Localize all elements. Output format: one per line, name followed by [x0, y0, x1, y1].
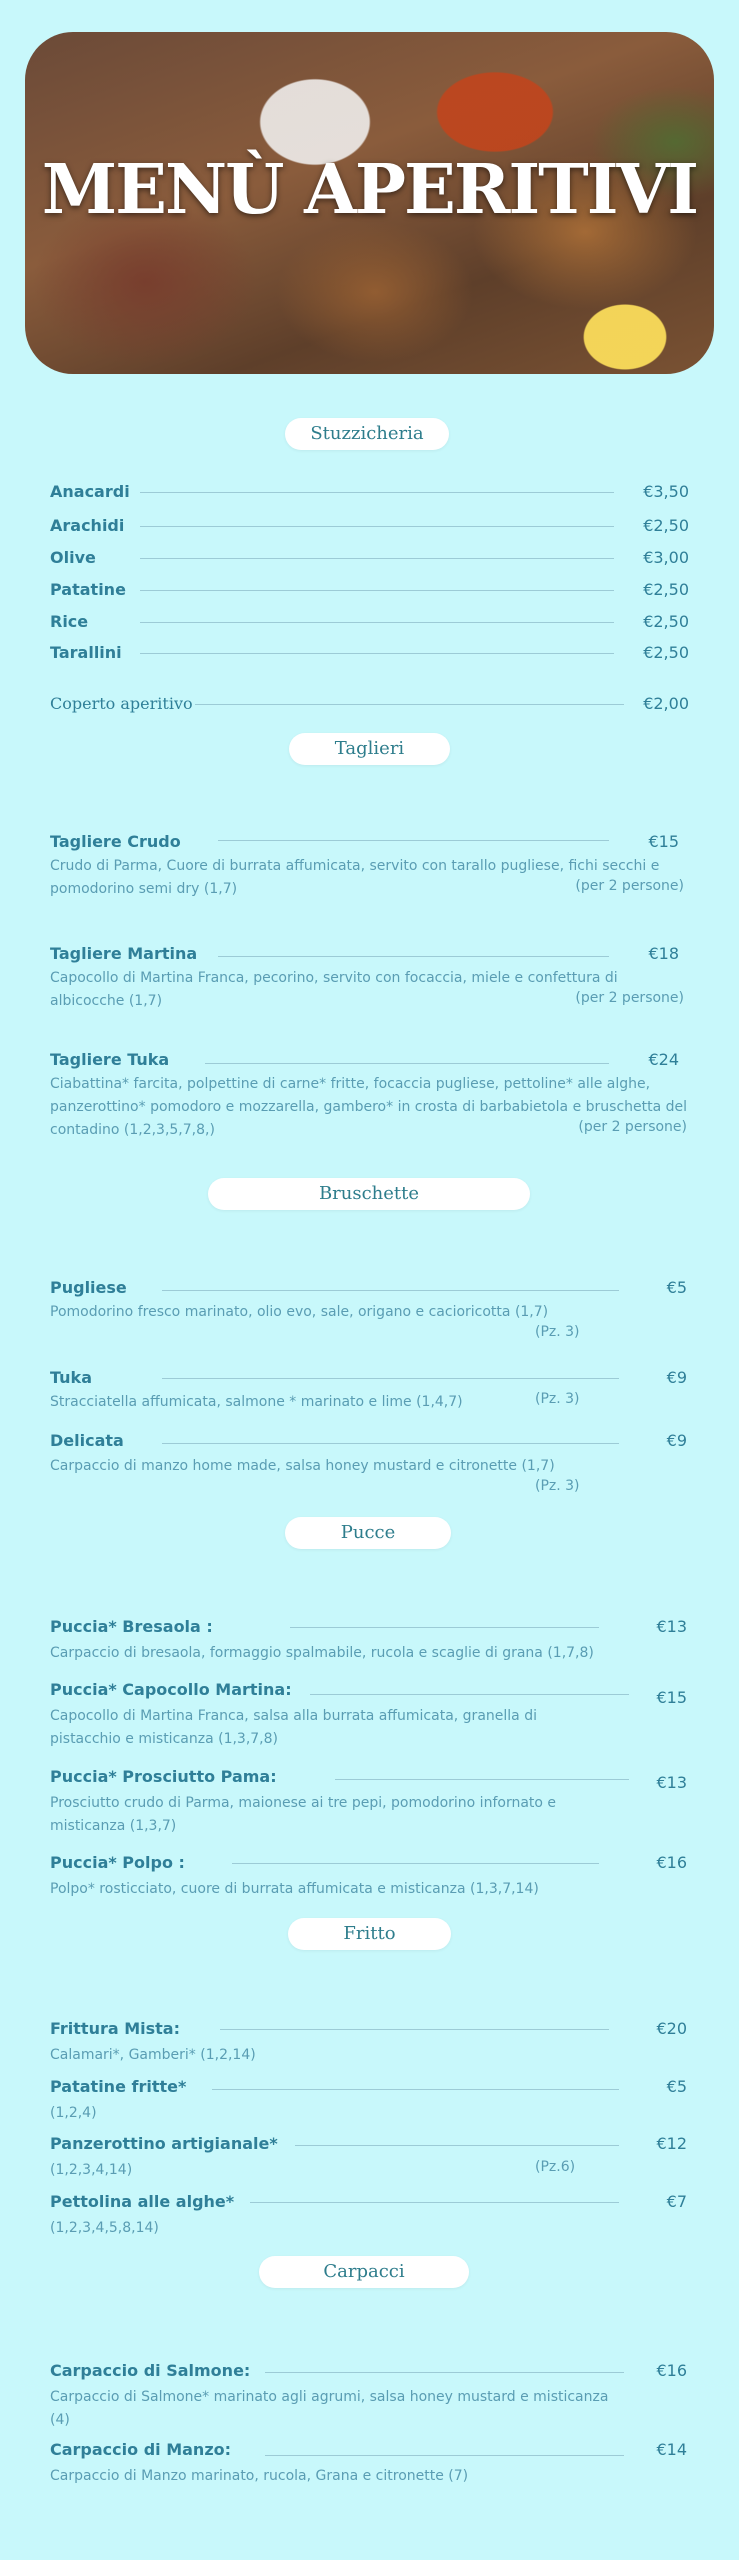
leader-line	[250, 2202, 619, 2203]
item-description: Carpaccio di manzo home made, salsa honey mustard e citronette (1,7)	[50, 1458, 555, 1474]
menu-item	[50, 1050, 689, 1072]
item-name: Frittura Mista:	[50, 2019, 180, 2038]
item-description: Pomodorino fresco marinato, olio evo, sale, origano e cacioricotta (1,7)	[50, 1304, 549, 1320]
menu-item	[50, 2361, 689, 2383]
item-name: Olive	[50, 548, 96, 567]
menu-item	[50, 1368, 689, 1390]
item-price: €16	[656, 2361, 687, 2380]
item-description: Capocollo di Martina Franca, salsa alla burrata affumicata, granella di pistacchio e misticanza (1,3,7,8)	[50, 1708, 537, 1747]
leader-line	[140, 653, 614, 654]
leader-line	[140, 622, 614, 623]
menu-item	[50, 2192, 689, 2214]
item-price: €9	[666, 1368, 687, 1387]
menu-item	[50, 2134, 689, 2156]
section-heading-fritto: Fritto	[288, 1918, 451, 1950]
item-price: €7	[666, 2192, 687, 2211]
section-heading-carpacci: Carpacci	[259, 2256, 469, 2288]
item-name: Arachidi	[50, 516, 125, 535]
item-description: Carpaccio di Salmone* marinato agli agrumi, salsa honey mustard e misticanza (4)	[50, 2389, 609, 2428]
item-price: €5	[666, 2077, 687, 2096]
item-name: Puccia* Bresaola :	[50, 1617, 213, 1636]
leader-line	[290, 1627, 599, 1628]
leader-line	[295, 2145, 619, 2146]
menu-item	[50, 2077, 689, 2099]
section-heading-taglieri: Taglieri	[289, 733, 450, 765]
item-price: €20	[656, 2019, 687, 2038]
menu-item	[50, 548, 689, 570]
item-note: (Pz. 3)	[535, 1391, 580, 1407]
item-price: €16	[656, 1853, 687, 1872]
leader-line	[265, 2372, 624, 2373]
leader-line	[265, 2455, 624, 2456]
item-price: €2,50	[643, 643, 689, 662]
item-name: Tagliere Crudo	[50, 832, 181, 851]
leader-line	[140, 492, 614, 493]
menu-item	[50, 580, 689, 602]
menu-item	[50, 643, 689, 665]
item-name: Puccia* Capocollo Martina:	[50, 1680, 292, 1699]
item-name: Tagliere Martina	[50, 944, 198, 963]
item-name: Puccia* Prosciutto Pama:	[50, 1767, 277, 1786]
item-name: Tarallini	[50, 643, 122, 662]
coperto-name: Coperto aperitivo	[50, 694, 193, 713]
item-description: Calamari*, Gamberi* (1,2,14)	[50, 2047, 256, 2063]
item-name: Patatine fritte*	[50, 2077, 187, 2096]
item-price: €2,50	[643, 516, 689, 535]
item-description: Carpaccio di bresaola, formaggio spalmabile, rucola e scaglie di grana (1,7,8)	[50, 1645, 594, 1661]
hero-image	[25, 32, 714, 374]
menu-item	[50, 1767, 689, 1792]
item-price: €9	[666, 1431, 687, 1450]
leader-line	[195, 704, 624, 705]
section-heading-bruschette: Bruschette	[208, 1178, 530, 1210]
item-description: Ciabattina* farcita, polpettine di carne* fritte, focaccia pugliese, pettoline* alle alghe, panzerottino* pomodoro e mozzarella, gambero* in crosta di barbabietola e bruschetta del contadino (1,2,3,5,7,8,)	[50, 1076, 688, 1138]
leader-line	[205, 1063, 609, 1064]
leader-line	[140, 526, 614, 527]
coperto-row	[50, 694, 689, 716]
item-price: €14	[656, 2440, 687, 2459]
item-name: Patatine	[50, 580, 126, 599]
item-name: Puccia* Polpo :	[50, 1853, 185, 1872]
menu-item	[50, 612, 689, 634]
item-description: Carpaccio di Manzo marinato, rucola, Grana e citronette (7)	[50, 2468, 469, 2484]
menu-item	[50, 2440, 689, 2462]
item-note: (Pz.6)	[535, 2159, 576, 2175]
item-name: Pugliese	[50, 1278, 127, 1297]
item-price: €13	[656, 1617, 687, 1636]
item-price: €12	[656, 2134, 687, 2153]
item-description: Prosciutto crudo di Parma, maionese ai tre pepi, pomodorino infornato e misticanza (1,3,7)	[50, 1795, 557, 1834]
item-note: (per 2 persone)	[575, 990, 684, 1006]
item-price: €15	[648, 832, 679, 851]
item-note: (Pz. 3)	[535, 1478, 580, 1494]
item-price: €24	[648, 1050, 679, 1069]
item-price: €2,50	[643, 612, 689, 631]
leader-line	[232, 1863, 599, 1864]
item-note: (Pz. 3)	[535, 1324, 580, 1340]
menu-item	[50, 516, 689, 538]
menu-item	[50, 832, 689, 854]
item-price: €13	[656, 1773, 687, 1792]
item-name: Carpaccio di Salmone:	[50, 2361, 251, 2380]
item-name: Carpaccio di Manzo:	[50, 2440, 232, 2459]
section-heading-pucce: Pucce	[285, 1517, 451, 1549]
page-title: MENÙ APERITIVI	[41, 150, 698, 230]
menu-item	[50, 2019, 689, 2041]
item-description: Capocollo di Martina Franca, pecorino, servito con focaccia, miele e confettura di albicocche (1,7)	[50, 970, 618, 1009]
item-description: Stracciatella affumicata, salmone * marinato e lime (1,4,7)	[50, 1394, 463, 1410]
item-name: Tagliere Tuka	[50, 1050, 170, 1069]
item-price: €3,00	[643, 548, 689, 567]
leader-line	[162, 1290, 619, 1291]
item-name: Tuka	[50, 1368, 92, 1387]
item-price: €2,50	[643, 580, 689, 599]
menu-item	[50, 482, 689, 504]
menu-item	[50, 1617, 689, 1639]
leader-line	[335, 1779, 629, 1780]
menu-item	[50, 1680, 689, 1707]
leader-line	[140, 590, 614, 591]
item-price: €15	[656, 1688, 687, 1707]
section-heading-stuzzicheria: Stuzzicheria	[285, 418, 449, 450]
item-name: Rice	[50, 612, 89, 631]
menu-item	[50, 1853, 689, 1875]
item-price: €3,50	[643, 482, 689, 501]
coperto-price: €2,00	[643, 694, 689, 713]
item-description: (1,2,4)	[50, 2105, 97, 2121]
item-description: Crudo di Parma, Cuore di burrata affumicata, servito con tarallo pugliese, fichi secchi e pomodorino semi dry (1,7)	[50, 858, 660, 897]
item-note: (per 2 persone)	[578, 1119, 687, 1135]
leader-line	[162, 1443, 619, 1444]
leader-line	[162, 1378, 619, 1379]
item-price: €18	[648, 944, 679, 963]
leader-line	[220, 2029, 609, 2030]
menu-item	[50, 1431, 689, 1453]
leader-line	[140, 558, 614, 559]
menu-item	[50, 1278, 689, 1300]
leader-line	[218, 840, 609, 841]
item-name: Delicata	[50, 1431, 124, 1450]
item-description: (1,2,3,4,5,8,14)	[50, 2220, 159, 2236]
item-note: (per 2 persone)	[575, 878, 684, 894]
menu-item	[50, 944, 689, 966]
item-name: Panzerottino artigianale*	[50, 2134, 278, 2153]
item-name: Anacardi	[50, 482, 130, 501]
item-description: (1,2,3,4,14)	[50, 2162, 133, 2178]
leader-line	[218, 956, 609, 957]
item-price: €5	[666, 1278, 687, 1297]
leader-line	[212, 2089, 619, 2090]
item-description: Polpo* rosticciato, cuore di burrata affumicata e misticanza (1,3,7,14)	[50, 1881, 539, 1897]
item-name: Pettolina alle alghe*	[50, 2192, 235, 2211]
leader-line	[310, 1694, 629, 1695]
